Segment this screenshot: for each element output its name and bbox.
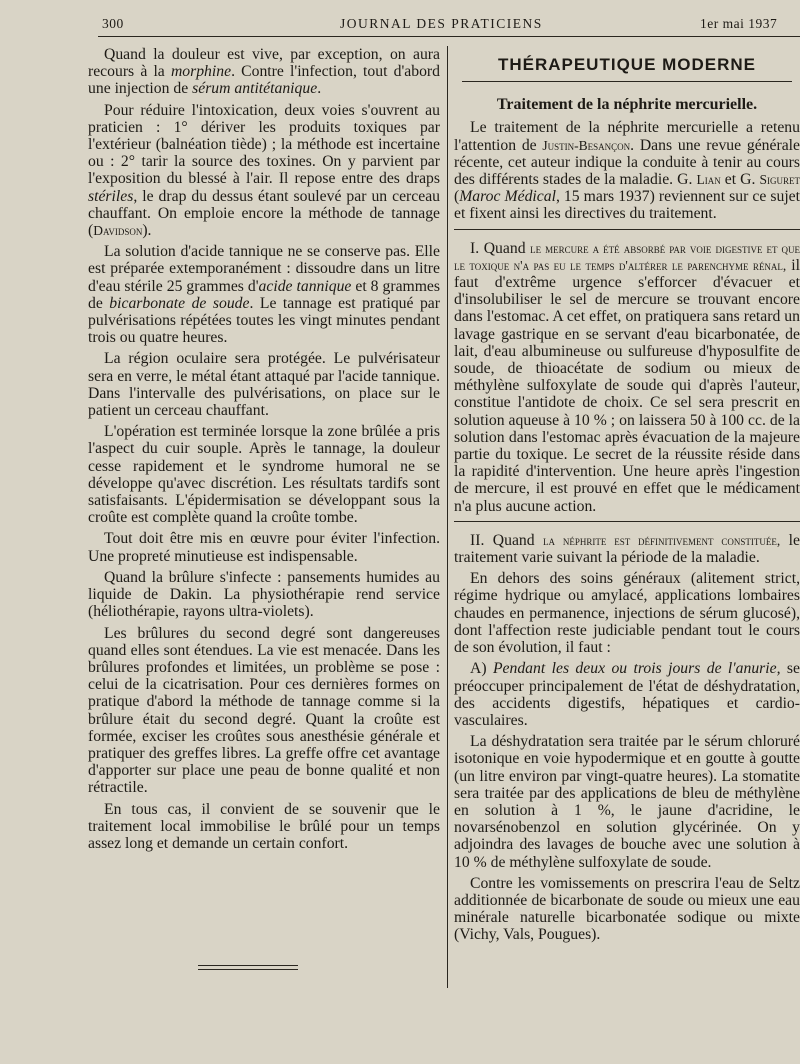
article-end-rule	[198, 965, 298, 973]
text: Pour réduire l'intoxication, deux voies s'ouvrent au praticien : 1° dériver les produits toxiques par l'extérieur (balnéation tiède) ; la méthode est incertaine ou : 2° tarir la source des toxines. On y parvient par l'exposition du blessé à l'air. Il repose entre des draps	[88, 101, 440, 188]
paragraph: Contre les vomissements on prescrira l'eau de Seltz additionnée de bicarbonate de soude ou mieux une eau minérale naturelle bicarbonatée sodique ou mixte (Vichy, Vals, Pougues).	[454, 874, 800, 944]
paragraph	[454, 532, 800, 566]
journal-title: JOURNAL DES PRATICIENS	[340, 16, 543, 31]
paragraph	[88, 243, 440, 346]
text: . Contre l'infection, tout d'abord une injection de	[88, 63, 440, 98]
section-rule	[462, 81, 792, 82]
text: . Dans une revue générale récente, cet auteur indique la conduite à tenir au cours des différents stades de la maladie. G.	[454, 136, 800, 189]
column-divider	[447, 46, 448, 988]
text-italic: stériles	[88, 187, 134, 205]
author-name: Lian	[696, 172, 721, 188]
author-name: Davidson	[93, 223, 143, 239]
text-italic: sérum antitétanique	[192, 80, 318, 98]
text-italic: morphine	[170, 63, 232, 81]
text: II. Quand	[470, 531, 543, 549]
section-title: THÉRAPEUTIQUE MODERNE	[497, 55, 757, 74]
text: , 15 mars 1937) reviennent sur ce sujet et fixent ainsi les directives du traitement.	[454, 188, 800, 223]
page-number: 300	[102, 16, 124, 31]
left-column	[88, 46, 440, 856]
text-italic: acide tannique	[258, 277, 352, 295]
text: il faut d'extrême urgence s'efforcer d'évacuer et d'insolubiliser le sel de mercure se trouvant encore dans l'estomac. A cet effet, on pratiquera sans retard un lavage gastrique en se servant d'eau bicarbonatée, de lait, d'eau albumineuse ou sulfureuse d'hyposulfite de soude, de thioacétate de sodium ou mieux de méthylène sulfoxylate de soude qui d'après l'auteur, constitue l'antidote de choix. Ce sel sera prescrit en solution aqueuse à 10 % ; on laissera 50 à 100 cc. de la solution dans l'estomac après évacuation de la majeure partie du toxique. Le secret de la réussite réside dans la rapidité d'intervention. Une heure après l'ingestion de mercure, il est prouvé en effet que le médicament n'a plus aucune action.	[454, 256, 800, 515]
text: I. Quand	[470, 239, 531, 257]
running-header	[0, 14, 800, 36]
issue-date: 1er mai 1937	[700, 16, 778, 31]
text: et 8 grammes de	[88, 277, 441, 312]
paragraph	[454, 660, 800, 729]
text: se préoccuper principalement de l'état de déshydratation, des accidents digestifs, hépatiques et cardio-vasculaires.	[454, 660, 800, 729]
text-italic: bicarbonate de soude	[109, 294, 250, 312]
divider	[454, 521, 800, 522]
paragraph: Les brûlures du second degré sont dangereuses quand elles sont étendues. La vie est menacée. Dans les brûlures profondes et limitées, un problème se pose : celui de la cicatrisation. Pour ces dernières formes on pratique d'abord la méthode de tannage comme si la brûlure était du second degré. Quant la croûte est formée, exciser les croûtes sous anesthésie générale et pratiquer des greffes libres. La greffe offre cet avantage d'apporter sur place une peau de bonne qualité et non rétractile.	[88, 624, 440, 797]
text-italic: Pendant les deux ou trois jours de l'anurie,	[492, 660, 781, 678]
text: A)	[470, 660, 493, 678]
header-rule	[98, 36, 800, 37]
text: .	[317, 80, 322, 98]
text: le traitement varie suivant la période de la maladie.	[454, 531, 800, 567]
text: Quand la douleur est vive, par exception, on aura recours à la	[88, 46, 440, 81]
text: . Le tannage est pratiqué par pulvérisations répétées toutes les vingt minutes pendant trois ou quatre heures.	[88, 294, 440, 347]
text-smallcaps: la néphrite est définitivement constituée,	[543, 532, 781, 548]
text: ).	[142, 222, 152, 240]
text-italic: Maroc Médical	[459, 188, 556, 206]
paragraph: L'opération est terminée lorsque la zone brûlée a pris l'aspect du cuir souple. Après le tannage, la douleur cesse rapidement et le syndrome humoral ne se développe qu'avec discrétion. Les résultats tardifs sont satisfaisants. L'épidermisation se développant sous la croûte est complète quand la croûte tombe.	[88, 423, 440, 527]
text-smallcaps: le mercure a été absorbé par voie digestive et que le toxique n'a pas eu le temps d'altérer le parenchyme rénal,	[454, 240, 800, 273]
paragraph	[88, 46, 440, 98]
paragraph: En dehors des soins généraux (alitement strict, régime hydrique ou amylacé, applications lombaires chaudes en permanence, injections de sérum glucosé), dont l'affection reste judiciable pendant tout le cours de son évolution, il faut :	[454, 570, 800, 657]
article-title: Traitement de la néphrite mercurielle.	[496, 96, 758, 114]
paragraph	[454, 240, 800, 515]
paragraph: La région oculaire sera protégée. Le pulvérisateur sera en verre, le métal étant attaqué par l'acide tannique. Dans l'intervalle des pulvérisations, on place sur le patient un cerceau chauffant.	[88, 350, 440, 420]
paragraph: En tous cas, il convient de se souvenir que le traitement local immobilise le brûlé pour un temps assez long et demande un certain confort.	[88, 800, 440, 852]
paragraph: Quand la brûlure s'infecte : pansements humides au liquide de Dakin. La physiothérapie rend service (héliothérapie, rayons ultra-violets).	[88, 568, 440, 621]
author-name: Justin-Besançon	[542, 137, 631, 153]
paragraph: La déshydratation sera traitée par le sérum chloruré isotonique en voie hypodermique et en goutte à goutte (un litre environ par vingt-quatre heures). La stomatite sera traitée par des applications de bleu de méthylène en solution à 1 %, le jaune d'acridine, le novarsénobenzol en solution glycérinée. On y adjoindra des lavages de bouche avec une solution à 10 % de méthylène sulfoxylate de soude.	[454, 733, 800, 871]
paragraph	[454, 119, 800, 222]
author-name: Siguret	[759, 172, 800, 188]
text: La solution d'acide tannique ne se conserve pas. Elle est préparée extemporanément : dissoudre dans un litre d'eau stérile 25 grammes d'	[88, 243, 440, 295]
text: , le drap du dessus étant soulevé par un cerceau chauffant. On emploie encore la méthode de tannage (	[88, 187, 440, 240]
paragraph	[88, 102, 440, 240]
text: (	[454, 188, 460, 206]
paragraph: Tout doit être mis en œuvre pour éviter l'infection. Une propreté minutieuse est indispensable.	[88, 530, 440, 565]
divider	[454, 229, 800, 230]
right-column	[454, 46, 800, 948]
text: Le traitement de la néphrite mercurielle a retenu l'attention de	[454, 119, 800, 154]
text: et G.	[720, 171, 760, 189]
